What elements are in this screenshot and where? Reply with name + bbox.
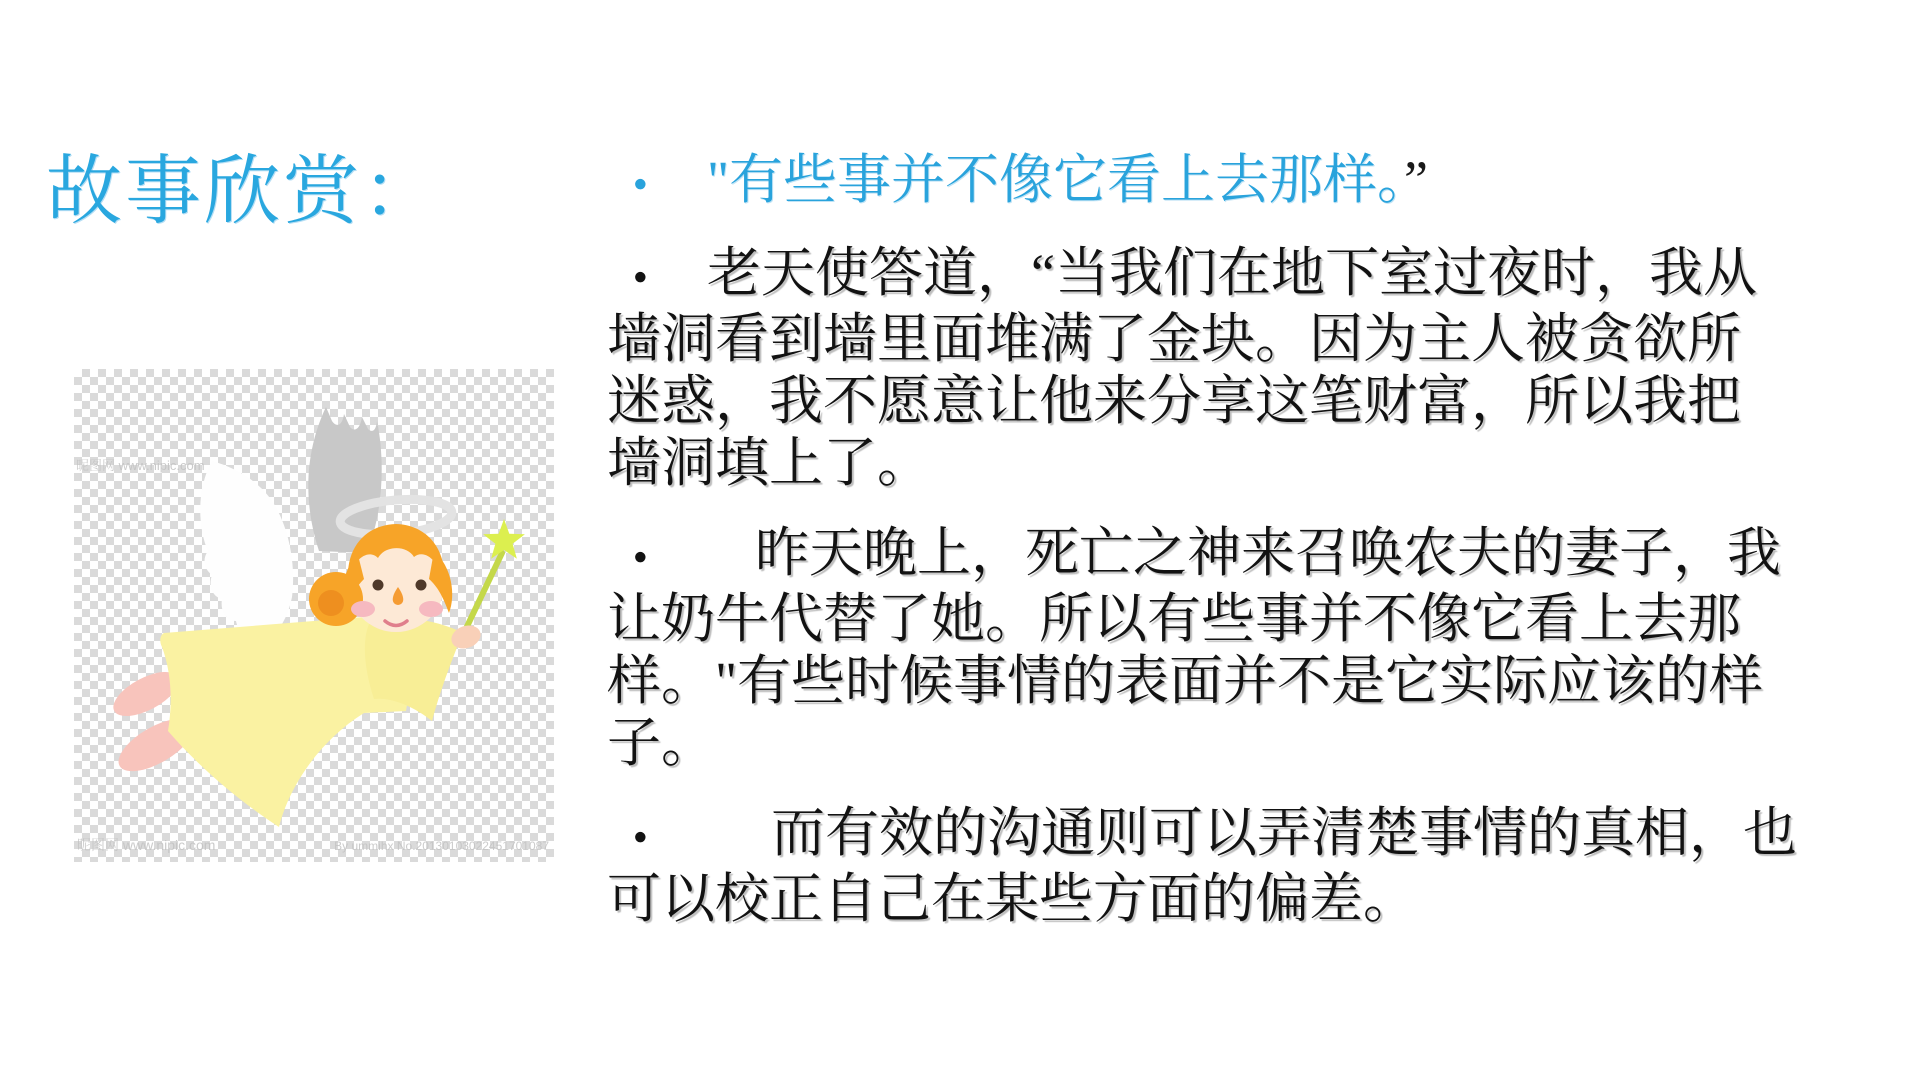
quote-text-blue: "有些事并不像它看上去那样。	[707, 150, 1405, 210]
text-line: 墙洞填上了。	[607, 433, 931, 493]
page-title: 故事欣赏：	[46, 150, 441, 234]
text-line	[607, 242, 1887, 308]
angel-hair-bun-swirl	[318, 590, 344, 616]
angel-illustration	[74, 369, 554, 862]
text-line-content: 而有效的沟通则可以弄清楚事情的真相，也	[771, 803, 1797, 863]
angel-wand-stick	[462, 553, 502, 637]
bullet-dot: ●	[633, 263, 648, 290]
text-line: 可以校正自己在某些方面的偏差。	[607, 869, 1417, 929]
angel-front-wing	[200, 461, 293, 641]
text-line	[607, 802, 1887, 868]
angel-cheek-left	[351, 601, 375, 617]
watermark-nipic-top-left: 昵图网 www.nipic.com	[76, 458, 205, 473]
text-line: 墙洞看到墙里面堆满了金块。因为主人被贪欲所	[607, 309, 1741, 369]
bullet-paragraph-old-angel	[607, 242, 1887, 494]
text-line: 迷惑，我不愿意让他来分享这笔财富，所以我把	[607, 371, 1741, 431]
bullet-quote-highlight	[607, 148, 1887, 216]
bullet-dot: ●	[633, 543, 648, 570]
slide-body-text	[607, 148, 1887, 958]
text-line: 样。"有些时候事情的表面并不是它实际应该的样	[607, 651, 1764, 711]
bullet-paragraph-communication	[607, 802, 1887, 930]
angel-eye-right	[416, 580, 427, 591]
angel-cheek-right	[419, 601, 443, 617]
text-line: 子。	[607, 713, 715, 773]
text-line	[607, 522, 1887, 588]
closing-quote: ”	[1404, 150, 1429, 210]
watermark-nipic-bottom-left: 昵图网 www.nipic.com	[77, 837, 216, 853]
angel-eye-left	[373, 580, 384, 591]
text-line: 让奶牛代替了她。所以有些事并不像它看上去那	[607, 589, 1741, 649]
watermark-id-bottom-right: By ummihx No.20130103022451701087	[334, 839, 549, 853]
text-line-content: 老天使答道，“当我们在地下室过夜时，我从	[707, 243, 1757, 303]
text-line-content: 昨天晚上，死亡之神来召唤农夫的妻子，我	[755, 523, 1781, 583]
bullet-paragraph-last-night	[607, 522, 1887, 774]
bullet-dot: ●	[633, 823, 648, 850]
bullet-dot: ●	[633, 170, 648, 197]
angel-clipart-image	[74, 369, 554, 862]
